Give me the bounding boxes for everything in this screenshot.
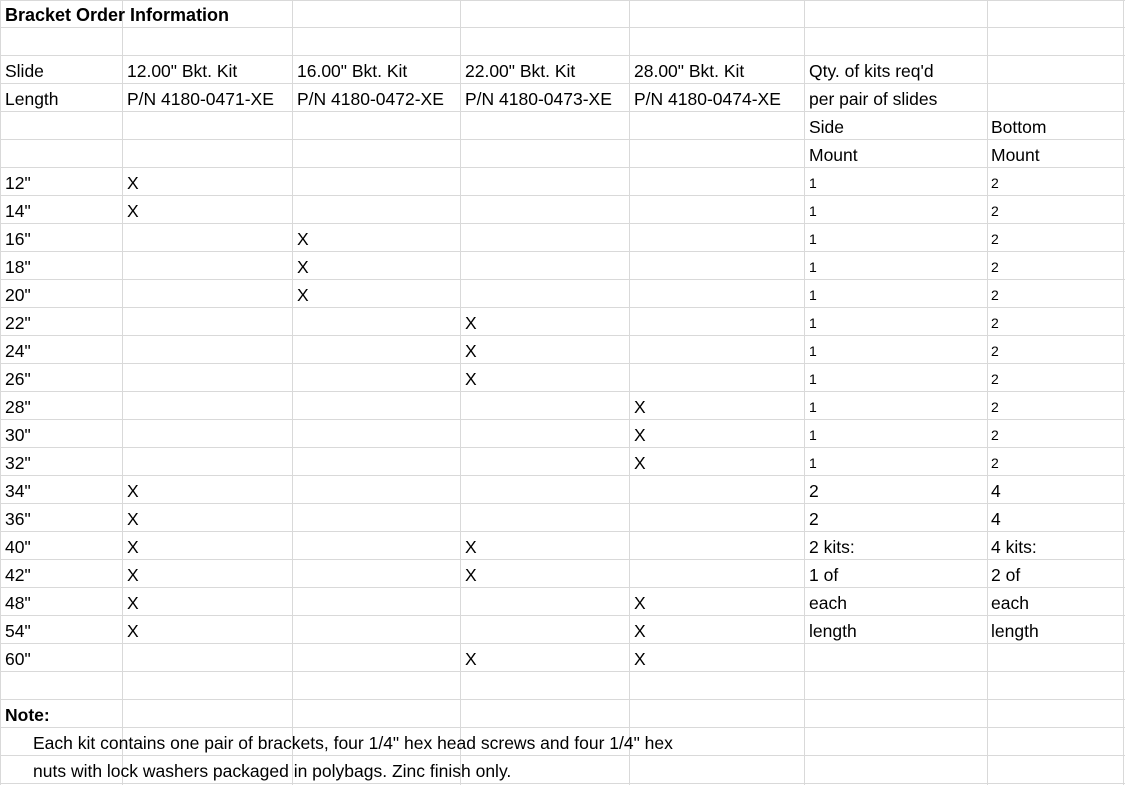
- side-mount-qty-cell[interactable]: 1: [809, 371, 817, 387]
- grid-row-line: [0, 167, 1125, 168]
- kit-mark-cell[interactable]: X: [127, 593, 139, 613]
- bottom-mount-qty-cell[interactable]: length: [991, 621, 1039, 641]
- slide-length-cell[interactable]: 20": [5, 285, 31, 305]
- bottom-mount-qty-cell[interactable]: 2: [991, 315, 999, 331]
- bottom-mount-qty-cell[interactable]: 2: [991, 371, 999, 387]
- side-mount-qty-cell[interactable]: 1: [809, 343, 817, 359]
- header-pn-12[interactable]: P/N 4180-0471-XE: [127, 89, 274, 109]
- grid-column-line: [987, 0, 988, 785]
- grid-row-line: [0, 699, 1125, 700]
- kit-mark-cell[interactable]: X: [127, 509, 139, 529]
- note-line-2[interactable]: nuts with lock washers packaged in polybags. Zinc finish only.: [33, 761, 512, 781]
- slide-length-cell[interactable]: 22": [5, 313, 31, 333]
- grid-row-line: [0, 419, 1125, 420]
- header-side-mount[interactable]: Mount: [809, 145, 858, 165]
- side-mount-qty-cell[interactable]: 2: [809, 481, 819, 501]
- side-mount-qty-cell[interactable]: 1: [809, 203, 817, 219]
- side-mount-qty-cell[interactable]: 1: [809, 427, 817, 443]
- header-slide[interactable]: Slide: [5, 61, 44, 81]
- slide-length-cell[interactable]: 12": [5, 173, 31, 193]
- side-mount-qty-cell[interactable]: 1: [809, 231, 817, 247]
- note-line-1[interactable]: Each kit contains one pair of brackets, four 1/4" hex head screws and four 1/4" hex: [33, 733, 673, 753]
- header-pn-28[interactable]: P/N 4180-0474-XE: [634, 89, 781, 109]
- grid-row-line: [0, 139, 1125, 140]
- grid-row-line: [0, 615, 1125, 616]
- grid-column-line: [0, 0, 1, 785]
- bottom-mount-qty-cell[interactable]: 2: [991, 287, 999, 303]
- side-mount-qty-cell[interactable]: length: [809, 621, 857, 641]
- header-kit-22[interactable]: 22.00" Bkt. Kit: [465, 61, 576, 81]
- bottom-mount-qty-cell[interactable]: 4 kits:: [991, 537, 1037, 557]
- grid-column-line: [804, 0, 805, 785]
- side-mount-qty-cell[interactable]: 1: [809, 259, 817, 275]
- kit-mark-cell[interactable]: X: [127, 565, 139, 585]
- grid-row-line: [0, 587, 1125, 588]
- slide-length-cell[interactable]: 18": [5, 257, 31, 277]
- side-mount-qty-cell[interactable]: 1 of: [809, 565, 839, 585]
- header-pn-22[interactable]: P/N 4180-0473-XE: [465, 89, 612, 109]
- slide-length-cell[interactable]: 24": [5, 341, 31, 361]
- bottom-mount-qty-cell[interactable]: 2: [991, 175, 999, 191]
- slide-length-cell[interactable]: 34": [5, 481, 31, 501]
- header-kit-28[interactable]: 28.00" Bkt. Kit: [634, 61, 745, 81]
- sheet-title[interactable]: Bracket Order Information: [5, 5, 230, 25]
- kit-mark-cell[interactable]: X: [634, 453, 646, 473]
- bottom-mount-qty-cell[interactable]: 2: [991, 455, 999, 471]
- grid-row-line: [0, 335, 1125, 336]
- side-mount-qty-cell[interactable]: 1: [809, 399, 817, 415]
- bottom-mount-qty-cell[interactable]: 4: [991, 481, 1001, 501]
- grid-row-line: [0, 671, 1125, 672]
- header-kit-12[interactable]: 12.00" Bkt. Kit: [127, 61, 238, 81]
- side-mount-qty-cell[interactable]: 1: [809, 315, 817, 331]
- header-pn-16[interactable]: P/N 4180-0472-XE: [297, 89, 444, 109]
- side-mount-qty-cell[interactable]: 2: [809, 509, 819, 529]
- kit-mark-cell[interactable]: X: [634, 397, 646, 417]
- grid-row-line: [0, 279, 1125, 280]
- grid-row-line: [0, 475, 1125, 476]
- slide-length-cell[interactable]: 26": [5, 369, 31, 389]
- slide-length-cell[interactable]: 16": [5, 229, 31, 249]
- grid-row-line: [0, 195, 1125, 196]
- side-mount-qty-cell[interactable]: 1: [809, 455, 817, 471]
- bottom-mount-qty-cell[interactable]: 2: [991, 203, 999, 219]
- kit-mark-cell[interactable]: X: [634, 593, 646, 613]
- kit-mark-cell[interactable]: X: [127, 173, 139, 193]
- kit-mark-cell[interactable]: X: [127, 537, 139, 557]
- kit-mark-cell[interactable]: X: [465, 341, 477, 361]
- kit-mark-cell[interactable]: X: [634, 621, 646, 641]
- bottom-mount-qty-cell[interactable]: each: [991, 593, 1029, 613]
- grid-row-line: [0, 447, 1125, 448]
- bottom-mount-qty-cell[interactable]: 2: [991, 427, 999, 443]
- side-mount-qty-cell[interactable]: 2 kits:: [809, 537, 855, 557]
- grid-column-line: [292, 0, 293, 785]
- header-bottom-mount[interactable]: Mount: [991, 145, 1040, 165]
- grid-column-line: [629, 0, 630, 785]
- kit-mark-cell[interactable]: X: [465, 565, 477, 585]
- bottom-mount-qty-cell[interactable]: 4: [991, 509, 1001, 529]
- bottom-mount-qty-cell[interactable]: 2: [991, 399, 999, 415]
- grid-row-line: [0, 643, 1125, 644]
- grid-row-line: [0, 251, 1125, 252]
- slide-length-cell[interactable]: 30": [5, 425, 31, 445]
- slide-length-cell[interactable]: 36": [5, 509, 31, 529]
- side-mount-qty-cell[interactable]: 1: [809, 287, 817, 303]
- kit-mark-cell[interactable]: X: [465, 537, 477, 557]
- kit-mark-cell[interactable]: X: [465, 313, 477, 333]
- kit-mark-cell[interactable]: X: [297, 229, 309, 249]
- slide-length-cell[interactable]: 28": [5, 397, 31, 417]
- grid-row-line: [0, 391, 1125, 392]
- grid-row-line: [0, 223, 1125, 224]
- grid-row-line: [0, 503, 1125, 504]
- kit-mark-cell[interactable]: X: [297, 285, 309, 305]
- slide-length-cell[interactable]: 32": [5, 453, 31, 473]
- header-qty-per-pair[interactable]: per pair of slides: [809, 89, 938, 109]
- slide-length-cell[interactable]: 40": [5, 537, 31, 557]
- kit-mark-cell[interactable]: X: [465, 369, 477, 389]
- side-mount-qty-cell[interactable]: each: [809, 593, 847, 613]
- slide-length-cell[interactable]: 14": [5, 201, 31, 221]
- kit-mark-cell[interactable]: X: [634, 649, 646, 669]
- bottom-mount-qty-cell[interactable]: 2 of: [991, 565, 1021, 585]
- kit-mark-cell[interactable]: X: [297, 257, 309, 277]
- kit-mark-cell[interactable]: X: [127, 621, 139, 641]
- grid-row-line: [0, 559, 1125, 560]
- grid-column-line: [460, 0, 461, 785]
- grid-row-line: [0, 363, 1125, 364]
- slide-length-cell[interactable]: 60": [5, 649, 31, 669]
- header-kit-16[interactable]: 16.00" Bkt. Kit: [297, 61, 408, 81]
- bottom-mount-qty-cell[interactable]: 2: [991, 259, 999, 275]
- kit-mark-cell[interactable]: X: [127, 481, 139, 501]
- kit-mark-cell[interactable]: X: [127, 201, 139, 221]
- note-label[interactable]: Note:: [5, 705, 50, 725]
- kit-mark-cell[interactable]: X: [634, 425, 646, 445]
- bottom-mount-qty-cell[interactable]: 2: [991, 343, 999, 359]
- kit-mark-cell[interactable]: X: [465, 649, 477, 669]
- slide-length-cell[interactable]: 54": [5, 621, 31, 641]
- header-bottom[interactable]: Bottom: [991, 117, 1047, 137]
- grid-column-line: [1123, 0, 1124, 785]
- grid-row-line: [0, 307, 1125, 308]
- bottom-mount-qty-cell[interactable]: 2: [991, 231, 999, 247]
- header-qty[interactable]: Qty. of kits req'd: [809, 61, 934, 81]
- side-mount-qty-cell[interactable]: 1: [809, 175, 817, 191]
- grid-row-line: [0, 531, 1125, 532]
- header-length[interactable]: Length: [5, 89, 59, 109]
- grid-column-line: [122, 0, 123, 785]
- slide-length-cell[interactable]: 48": [5, 593, 31, 613]
- header-side[interactable]: Side: [809, 117, 845, 137]
- slide-length-cell[interactable]: 42": [5, 565, 31, 585]
